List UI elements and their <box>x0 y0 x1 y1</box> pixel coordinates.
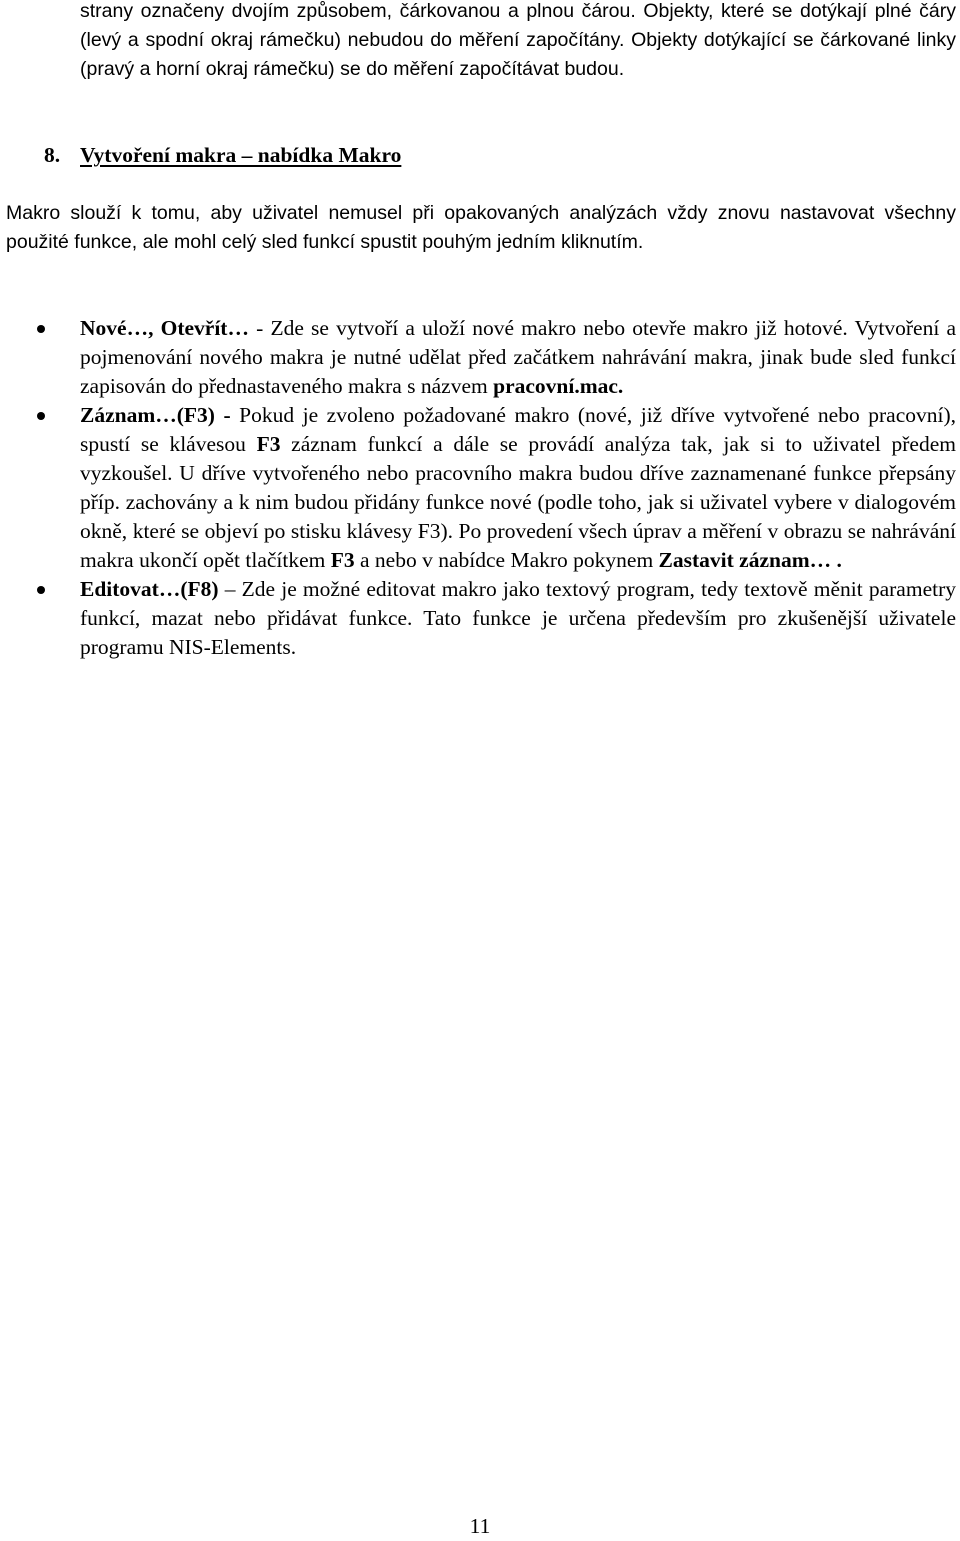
item-description: – Zde je možné editovat makro jako textový program, tedy textově měnit parametry funkcí, mazat nebo přidávat funkce. Tato funkce je určena především pro zkušenější uživatele programu NIS-Elements. <box>80 577 956 659</box>
menu-term: Záznam…(F3) - <box>80 403 231 427</box>
section-number: 8. <box>44 143 61 167</box>
list-item-text <box>80 401 956 575</box>
menu-term: Nové…, Otevřít… <box>80 316 249 340</box>
bullet-icon <box>37 586 45 594</box>
bullet-icon <box>37 412 45 420</box>
macro-filename: pracovní.mac. <box>493 374 624 398</box>
key-name: F3 <box>256 432 281 456</box>
section-title: Vytvoření makra – nabídka Makro <box>80 143 402 167</box>
item-description: Pokud je zvoleno požadované makro (nové, již dříve vytvořené nebo pracovní), spustí se klávesou <box>80 403 956 456</box>
bullet-list <box>0 314 960 662</box>
item-description: záznam funkcí a dále se provádí analýza tak, jak si to uživatel předem vyzkoušel. U dříve vytvořeného nebo pracovního makra budou dříve zaznamenané funkce přepsány příp. zachovány a k nim budou přidány funkce nové (podle toho, jak si uživatel vybere v dialogovém okně, které se objeví po stisku klávesy F3). Po provedení všech úprav a měření v obrazu se nahrávání makra ukončí opět tlačítkem <box>80 432 956 572</box>
list-item <box>0 401 960 575</box>
item-description: - Zde se vytvoří a uloží nové makro nebo otevře makro již hotové. Vytvoření a pojmenování nového makra je nutné udělat před začátkem nahrávání makra, jinak bude sled funkcí zapisován do přednastaveného makra s názvem <box>80 316 957 398</box>
list-item-text <box>80 575 956 662</box>
item-description: a nebo v nabídce Makro pokynem <box>354 548 659 572</box>
page-number: 11 <box>469 1514 491 1538</box>
body-paragraph: Makro slouží k tomu, aby uživatel nemusel při opakovaných analýzách vždy znovu nastavovat všechny použité funkce, ale mohl celý sled funkcí spustit pouhým jedním kliknutím. <box>6 202 956 253</box>
list-item <box>0 314 960 401</box>
intro-paragraph: strany označeny dvojím způsobem, čárkovanou a plnou čárou. Objekty, které se dotýkají plné čáry (levý a spodní okraj rámečku) nebudou do měření započítány. Objekty dotýkající se čárkované linky (pravý a horní okraj rámečku) se do měření započítávat budou. <box>80 0 956 80</box>
menu-command: Zastavit záznam… . <box>658 548 842 572</box>
list-item <box>0 575 960 662</box>
section-heading <box>44 141 401 170</box>
key-name: F3 <box>330 548 355 572</box>
list-item-text <box>80 314 956 401</box>
bullet-icon <box>37 325 45 333</box>
menu-term: Editovat…(F8) <box>80 577 219 601</box>
